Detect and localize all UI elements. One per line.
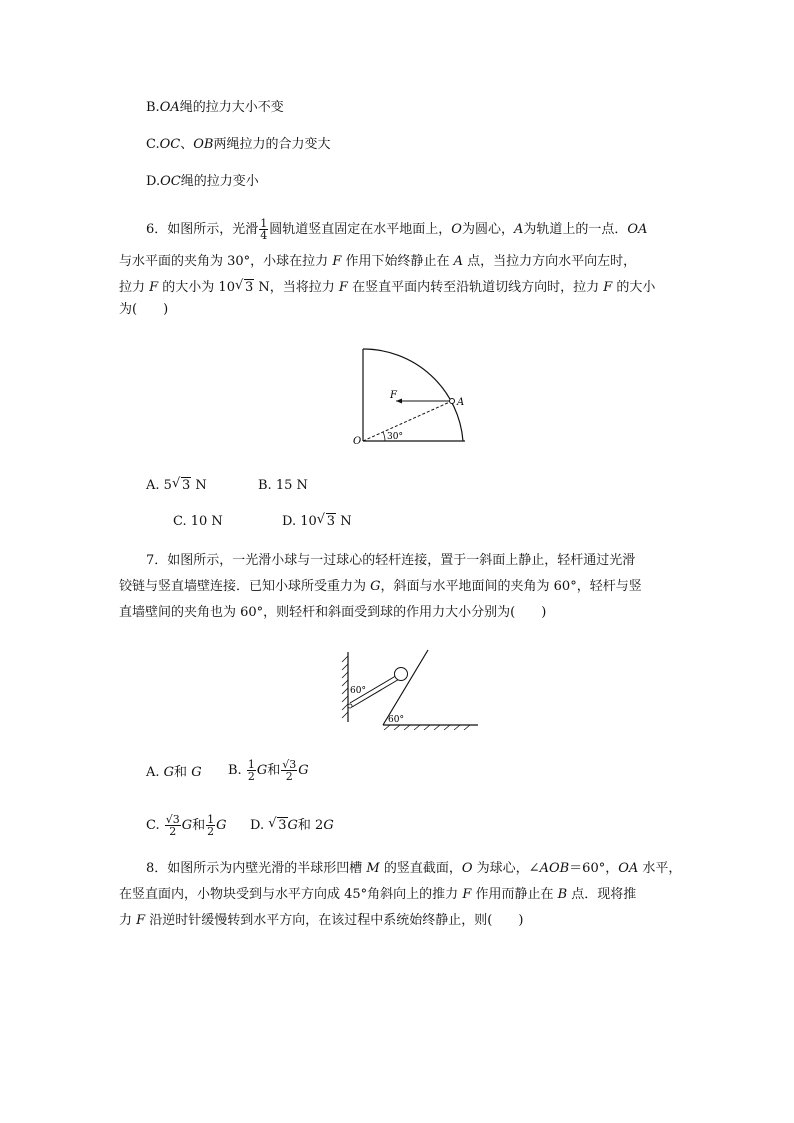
ground-hatching bbox=[384, 725, 470, 730]
wall-hatching bbox=[342, 656, 348, 718]
fraction-one-quarter: $\frac{1}{4}$ bbox=[260, 217, 268, 242]
q7-stem-line-3: 直墙壁间的夹角也为 60°，则轻杆和斜面受到球的作用力大小分别为( ) bbox=[119, 605, 547, 620]
q7-option-a: A. G和 G bbox=[146, 765, 202, 780]
q6-stem-line-2: 与水平面的夹角为 30°，小球在拉力 F 作用下始终静止在 A 点，当拉力方向水平向左时， bbox=[119, 254, 637, 269]
q6-option-c: C. 10 N bbox=[173, 514, 223, 529]
q7-stem-line-2: 铰链与竖直墙壁连接．已知小球所受重力为 G，斜面与水平地面间的夹角为 60°，轻杆与竖 bbox=[119, 579, 642, 594]
incline-line bbox=[383, 650, 428, 725]
q7-option-d: D. √ 3G和 2G bbox=[250, 816, 334, 833]
oa-dashed-line bbox=[363, 401, 452, 441]
label-o: O bbox=[353, 436, 362, 447]
q6-quarter-circle-figure bbox=[340, 345, 480, 445]
sqrt-three: √ 3 bbox=[234, 278, 254, 295]
q8-stem-line-3: 力 F 沿逆时针缓慢转到水平方向，在该过程中系统始终静止，则( ) bbox=[119, 913, 524, 928]
label-30: 30° bbox=[387, 432, 403, 442]
q8-stem-line-1: 8．如图所示为内壁光滑的半球形凹槽 M 的竖直截面，O 为球心，∠AOB＝60°，OA 水平， bbox=[146, 861, 682, 876]
label-angle-incline: 60° bbox=[388, 715, 404, 725]
q8-stem-line-2: 在竖直面内，小物块受到与水平方向成 45°角斜向上的推力 F 作用而静止在 B 点．现将推 bbox=[119, 887, 637, 902]
q6-stem-line-3: 拉力 F 的大小为 10 √ 3 N，当将拉力 F 在竖直平面内转至沿轨道切线方向时，拉力 F 的大小 bbox=[119, 278, 655, 298]
q6-stem-line-4: 为( ) bbox=[119, 302, 169, 317]
q5-option-c: C.OC、OB两绳拉力的合力变大 bbox=[146, 137, 331, 152]
quarter-arc bbox=[363, 349, 463, 441]
ball-a bbox=[450, 399, 455, 404]
q6-option-d: D. 10 √ 3 N bbox=[282, 512, 352, 529]
q5-option-d: D.OC绳的拉力变小 bbox=[146, 174, 259, 189]
q5-option-b: B.OA绳的拉力大小不变 bbox=[146, 100, 284, 115]
label-a: A bbox=[457, 397, 465, 408]
q6-option-a: A. 5 √ 3 N bbox=[146, 476, 207, 493]
q7-rod-incline-figure bbox=[340, 648, 480, 730]
ball bbox=[395, 668, 408, 681]
q7-option-b: B. $\frac{1}{2}$ G和 $\frac{√3}{2}$ G bbox=[228, 758, 309, 783]
label-f: F bbox=[390, 390, 397, 401]
q6-option-b: B. 15 N bbox=[258, 478, 308, 493]
angle-arc bbox=[383, 432, 385, 441]
q7-stem-line-1: 7．如图所示，一光滑小球与一过球心的轻杆连接，置于一斜面上静止，轻杆通过光滑 bbox=[146, 553, 636, 568]
hinge bbox=[348, 704, 352, 708]
q6-stem-line-1: 6．如图所示，光滑 $\frac{1}{4}$ 圆轨道竖直固定在水平地面上，O为圆心，A为轨道上的一点．OA bbox=[146, 217, 648, 242]
q7-option-c: C. $\frac{√3}{2}$ G和 $\frac{1}{2}$ G bbox=[146, 813, 227, 838]
label-angle-wall: 60° bbox=[350, 686, 366, 696]
